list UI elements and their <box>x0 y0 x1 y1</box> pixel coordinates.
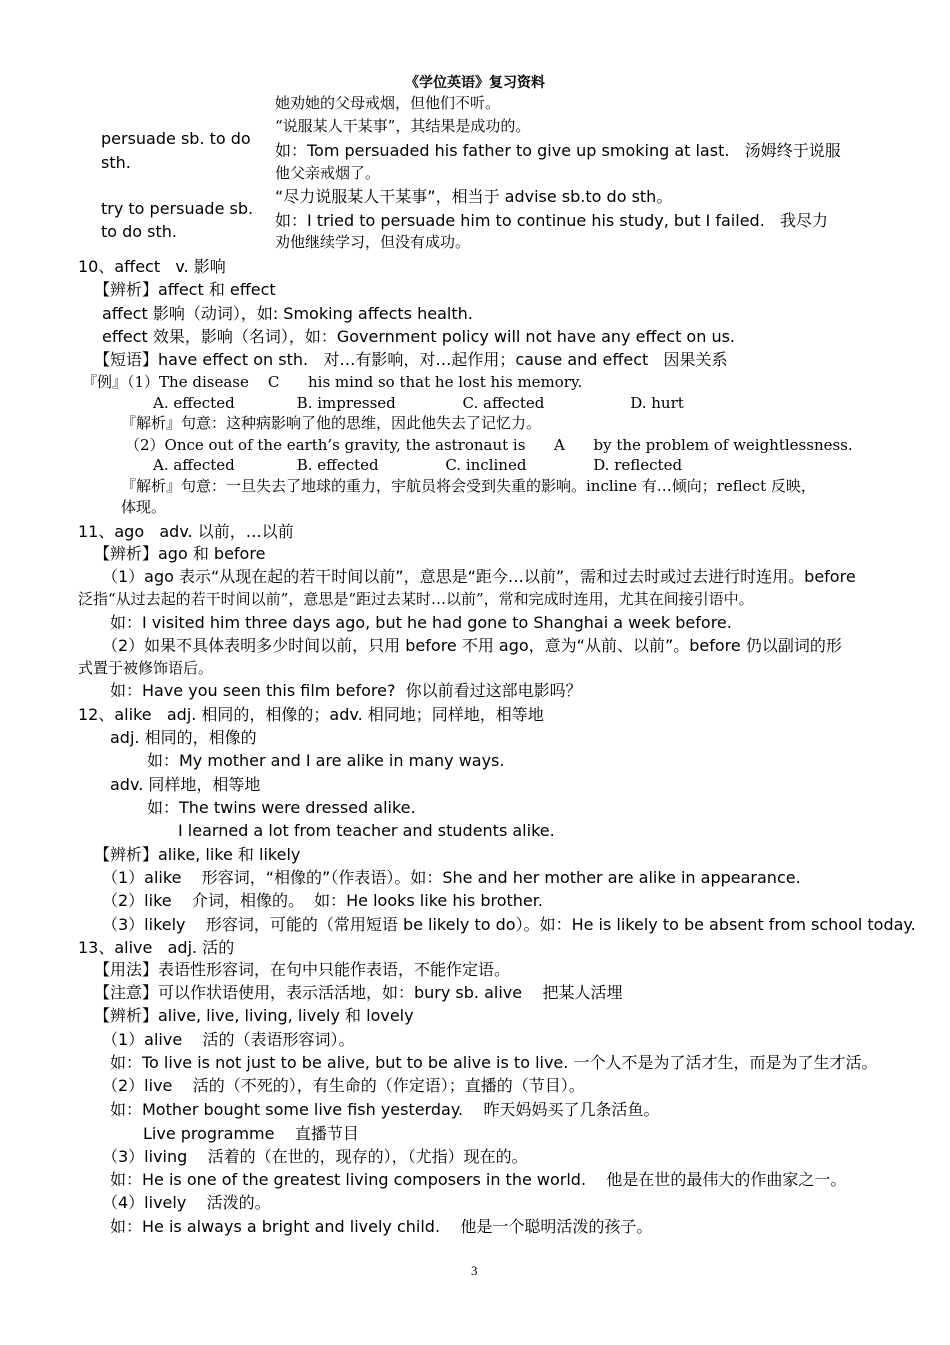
example-question: （2）Once out of the earth’s gravity, the astronaut is A by the problem of weightlessness. <box>125 436 853 454</box>
example-sentence: 如：I visited him three days ago, but he had gone to Shanghai a week before. <box>110 613 732 632</box>
usage-line: 【用法】表语性形容词，在句中只能作表语，不能作定语。 <box>94 960 511 979</box>
text-line: （2）live 活的（不死的），有生命的（作定语）；直播的（节目）。 <box>102 1076 585 1095</box>
example-sentence: 如：To live is not just to be alive, but to be alive is to live. 一个人不是为了活才生，而是为了生才活。 <box>110 1053 878 1072</box>
phrase-line: 【短语】have effect on sth. 对…有影响，对…起作用；cause and effect 因果关系 <box>94 350 728 369</box>
table-phrase-line: to do sth. <box>101 222 178 241</box>
text-line: 式置于被修饰语后。 <box>78 659 214 677</box>
entry-heading: 12、alike adj. 相同的，相像的；adv. 相同地；同样地，相等地 <box>78 705 544 724</box>
table-phrase-line: sth. <box>101 153 131 172</box>
example-sentence: 如：He is always a bright and lively child. 他是一个聪明活泼的孩子。 <box>110 1217 653 1236</box>
text-line: （3）likely 形容词，可能的（常用短语 be likely to do）。如：He is likely to be absent from school today. <box>102 915 916 934</box>
table-desc-line: 如：I tried to persuade him to continue his study, but I failed. 我尽力 <box>275 211 829 230</box>
table-phrase-line: persuade sb. to do <box>101 129 251 148</box>
note-line: 【注意】可以作状语使用，表示活活地，如：bury sb. alive 把某人活埋 <box>94 983 623 1002</box>
text-line: （2）like 介词，相像的。 如：He looks like his brother. <box>102 891 543 910</box>
entry-heading: 11、ago adv. 以前，…以前 <box>78 522 294 541</box>
text-line: affect 影响（动词），如: Smoking affects health. <box>102 304 473 323</box>
text-line: 泛指“从过去起的若干时间以前”，意思是“距过去某时…以前”，常和完成时连用，尤其在间接引语中。 <box>78 590 754 608</box>
text-line: （3）living 活着的（在世的，现存的），（尤指）现在的。 <box>102 1147 528 1166</box>
text-line: （4）lively 活泼的。 <box>102 1193 271 1212</box>
example-sentence: 如：Mother bought some live fish yesterday. 昨天妈妈买了几条活鱼。 <box>110 1100 660 1119</box>
example-sentence: Live programme 直播节目 <box>143 1124 359 1143</box>
table-desc-line: 劝他继续学习，但没有成功。 <box>275 233 471 251</box>
text-line: adj. 相同的，相像的 <box>110 728 257 747</box>
table-desc-line: 如：Tom persuaded his father to give up smoking at last. 汤姆终于说服 <box>275 141 841 160</box>
text-line: effect 效果，影响（名词），如：Government policy will not have any effect on us. <box>102 327 736 346</box>
table-continuation-text: 她劝她的父母戒烟，但他们不听。 <box>275 94 501 112</box>
example-sentence: 如：Have you seen this film before? 你以前看过这部电影吗？ <box>110 681 582 700</box>
table-desc-line: 他父亲戒烟了。 <box>275 164 381 182</box>
table-desc-line: “说服某人干某事”，其结果是成功的。 <box>275 117 531 135</box>
analysis-label: 【辨析】affect 和 effect <box>94 280 276 299</box>
example-options: A. affected B. effected C. inclined D. reflected <box>153 456 683 474</box>
text-line: （1）ago 表示“从现在起的若干时间以前”，意思是“距今…以前”，需和过去时或过去进行时连用。before <box>102 567 856 586</box>
analysis-label: 【辨析】alive, live, living, lively 和 lovely <box>94 1006 414 1025</box>
example-question: 『例』（1）The disease C his mind so that he lost his memory. <box>82 373 583 391</box>
example-sentence: 如：My mother and I are alike in many ways. <box>147 751 505 770</box>
text-line: （1）alike 形容词，“相像的”（作表语）。如：She and her mother are alike in appearance. <box>102 868 801 887</box>
table-desc-line: “尽力说服某人干某事”，相当于 advise sb.to do sth。 <box>275 187 673 206</box>
example-sentence: 如：He is one of the greatest living composers in the world. 他是在世的最伟大的作曲家之一。 <box>110 1170 847 1189</box>
page-number: 3 <box>471 1263 478 1278</box>
example-sentence: I learned a lot from teacher and students alike. <box>178 821 555 840</box>
page-header: 《学位英语》复习资料 <box>405 75 545 91</box>
example-explanation: 『解析』句意：这种病影响了他的思维，因此他失去了记忆力。 <box>121 414 542 432</box>
example-explanation: 体现。 <box>121 498 167 516</box>
example-sentence: 如：The twins were dressed alike. <box>147 798 416 817</box>
text-line: （1）alive 活的（表语形容词）。 <box>102 1030 355 1049</box>
analysis-label: 【辨析】alike, like 和 likely <box>94 845 301 864</box>
text-line: （2）如果不具体表明多少时间以前，只用 before 不用 ago，意为“从前、以前”。before 仍以副词的形 <box>102 636 842 655</box>
example-explanation: 『解析』句意：一旦失去了地球的重力，宇航员将会受到失重的影响。incline 有…倾向；reflect 反映， <box>121 477 816 495</box>
analysis-label: 【辨析】ago 和 before <box>94 544 266 563</box>
entry-heading: 13、alive adj. 活的 <box>78 938 235 957</box>
text-line: adv. 同样地，相等地 <box>110 775 261 794</box>
entry-heading: 10、affect v. 影响 <box>78 257 226 276</box>
example-options: A. effected B. impressed C. affected D. hurt <box>153 394 684 412</box>
table-phrase-line: try to persuade sb. <box>101 199 254 218</box>
